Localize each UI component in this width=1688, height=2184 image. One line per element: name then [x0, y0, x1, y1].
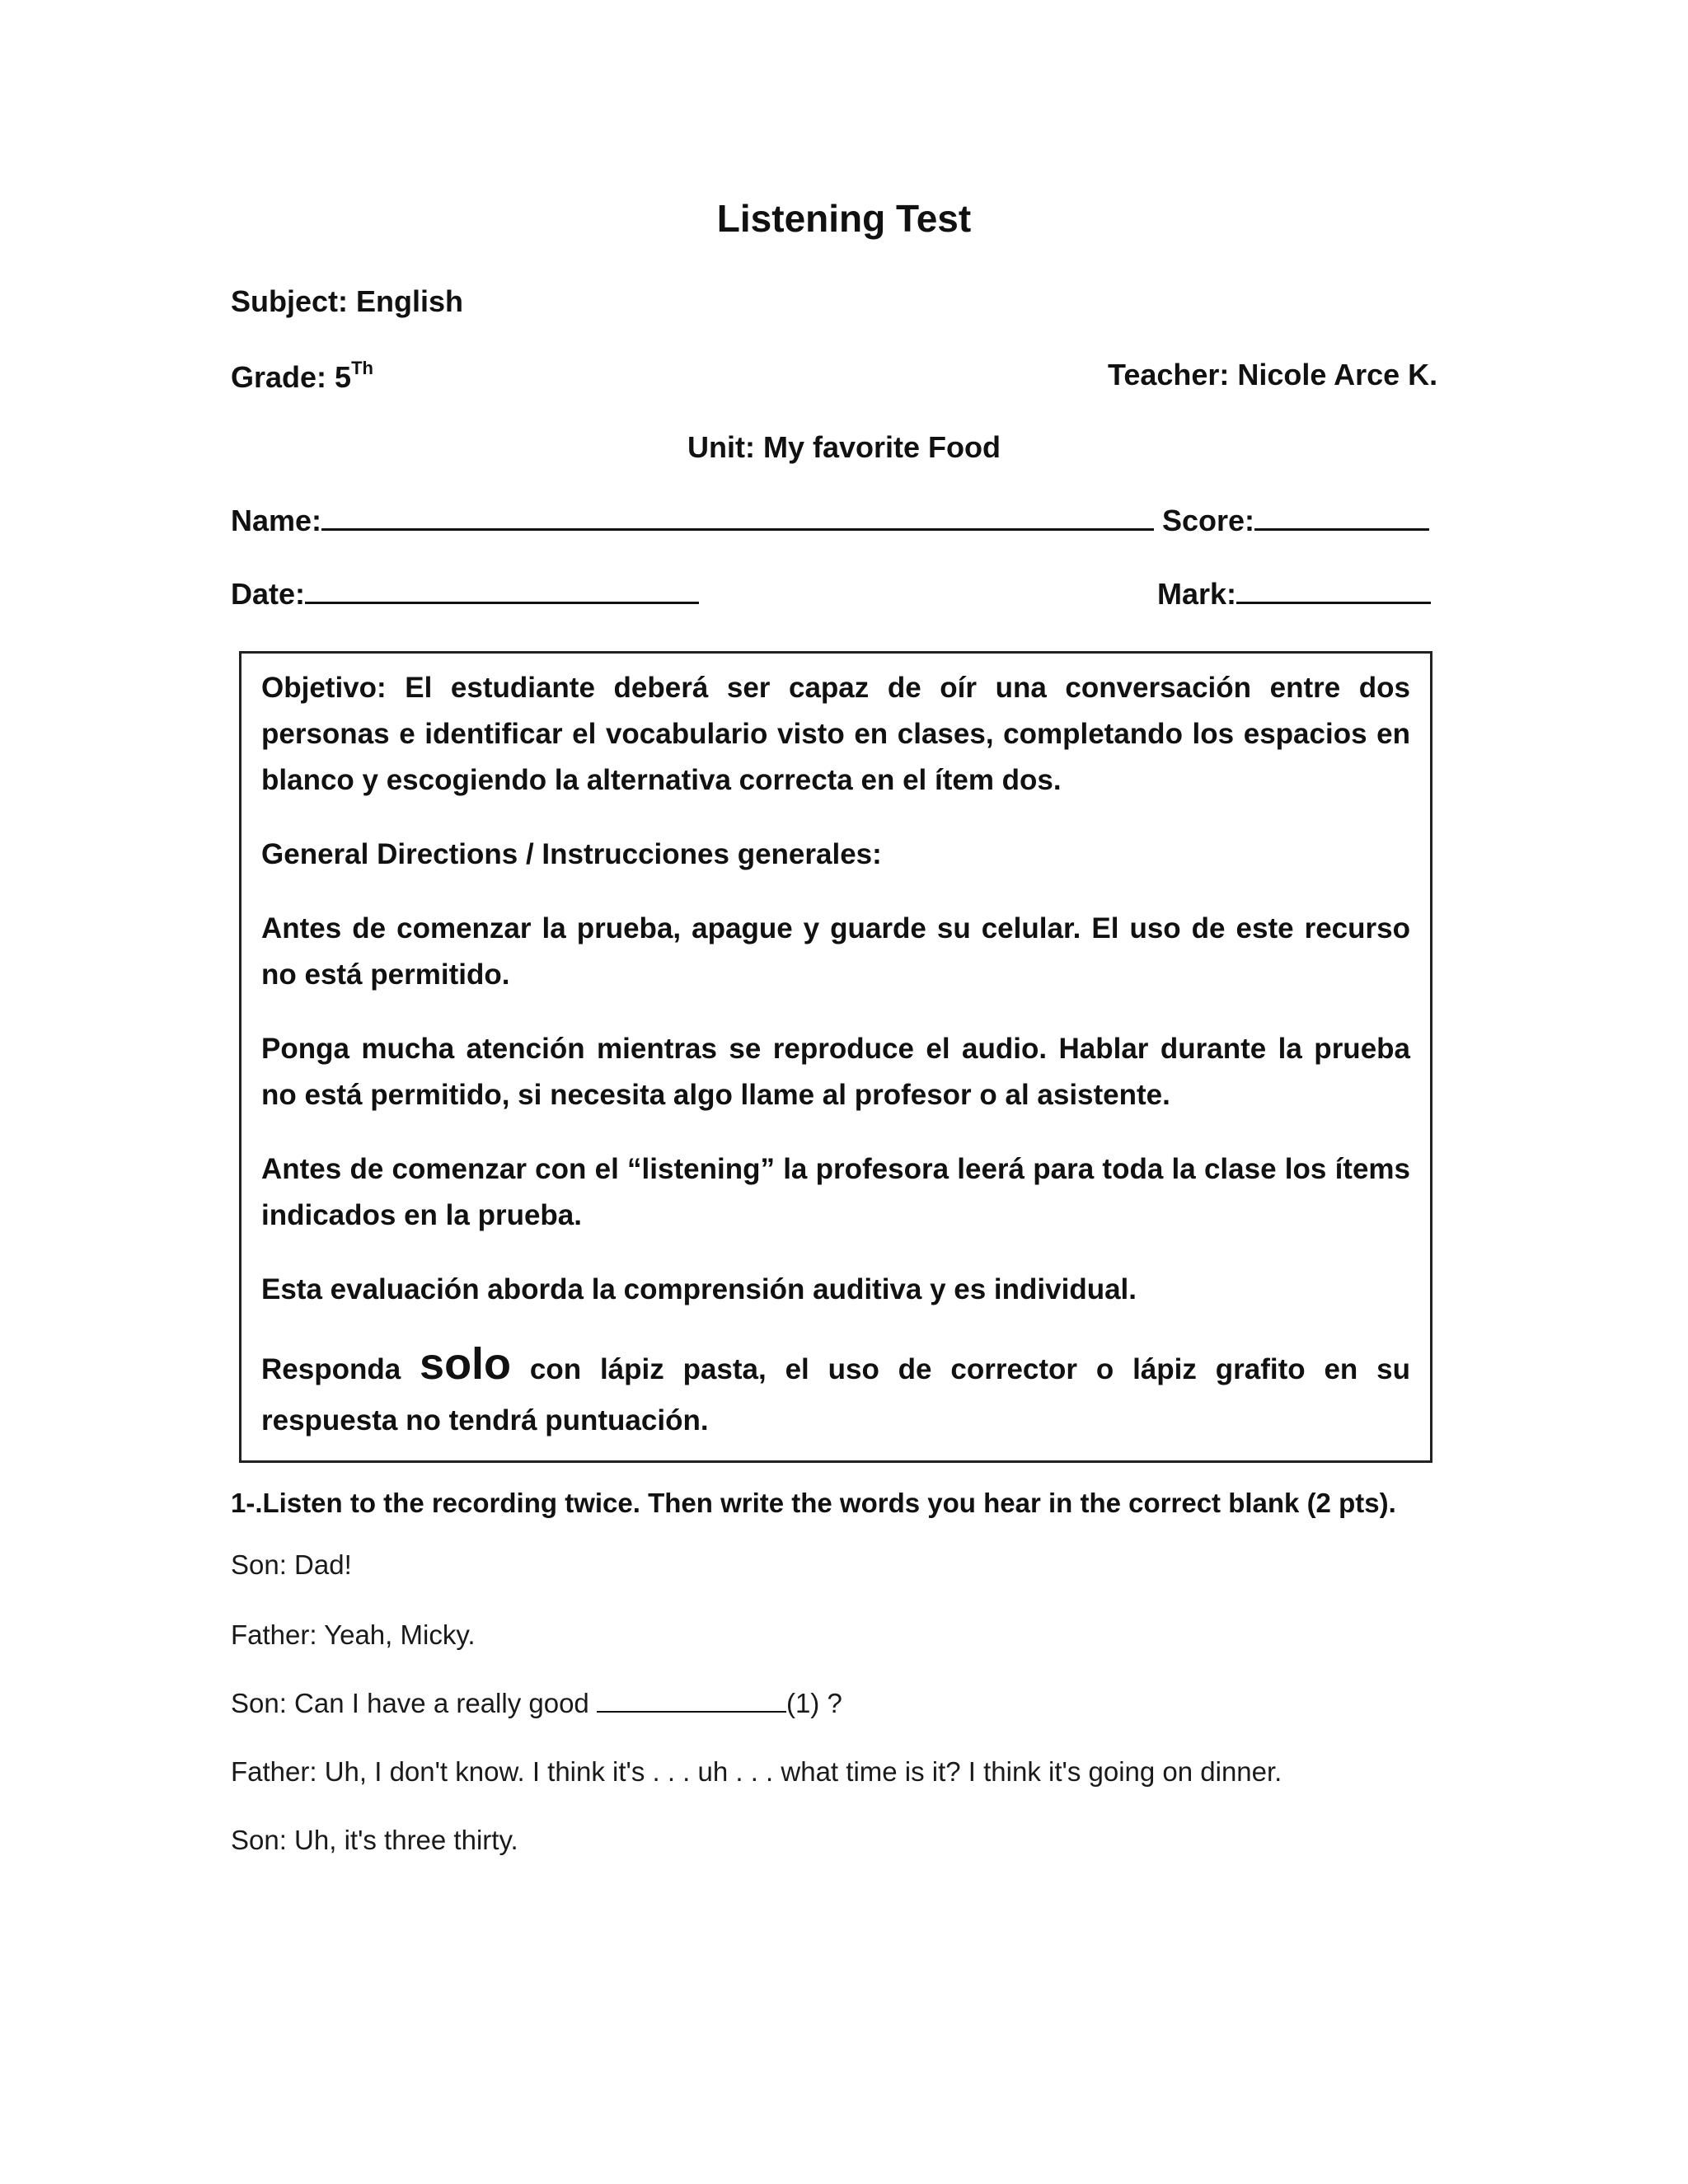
rule-pen-post: con lápiz pasta, el uso de corrector o lápiz grafito en su respuesta no tendrá puntuación. — [261, 1353, 1410, 1436]
name-field[interactable] — [231, 504, 1154, 538]
dialogue-line: Father: Uh, I don't know. I think it's . . . uh . . . what time is it? I think it's going on dinner. — [231, 1756, 1282, 1787]
rule-individual: Esta evaluación aborda la comprensión auditiva y es individual. — [261, 1273, 1137, 1305]
date-blank[interactable] — [305, 577, 699, 604]
dialogue-line: Son: Uh, it's three thirty. — [231, 1825, 518, 1855]
rule-pen — [261, 1339, 1410, 1446]
rule-reading: Antes de comenzar con el “listening” la profesora leerá para toda la clase los ítems indicados en la prueba. — [261, 1153, 1410, 1231]
subject-label: Subject: English — [231, 284, 464, 318]
question-1-heading: 1-.Listen to the recording twice. Then write the words you hear in the correct blank (2 pts). — [231, 1488, 1396, 1518]
dialogue-line: Father: Yeah, Micky. — [231, 1619, 476, 1650]
rule-pen-emphasis: solo — [420, 1339, 512, 1389]
date-label: Date: — [231, 577, 306, 611]
teacher-label: Teacher: Nicole Arce K. — [1108, 358, 1438, 391]
rule-pen-pre: Responda — [261, 1353, 420, 1385]
rule-phone: Antes de comenzar la prueba, apague y guarde su celular. El uso de este recurso no está permitido. — [261, 912, 1410, 991]
dialogue-text: Son: Can I have a really good — [231, 1688, 597, 1718]
unit-label: Unit: My favorite Food — [687, 430, 1001, 464]
mark-field[interactable] — [1157, 577, 1431, 612]
rule-attention: Ponga mucha atención mientras se reproduce el audio. Hablar durante la prueba no está permitido, si necesita algo llame al profesor o al asistente. — [261, 1033, 1410, 1111]
directions-heading: General Directions / Instrucciones generales: — [261, 838, 882, 870]
date-field[interactable] — [231, 577, 699, 612]
objective-text: Objetivo: El estudiante deberá ser capaz de oír una conversación entre dos personas e identificar el vocabulario visto en clases, completando los espacios en blanco y escogiendo la alternativa correcta en el ítem dos. — [261, 672, 1410, 796]
dialogue-line-blank — [231, 1688, 842, 1719]
name-blank[interactable] — [321, 504, 1154, 531]
answer-blank-1[interactable] — [597, 1690, 786, 1713]
score-label: Score: — [1162, 504, 1255, 537]
grade-superscript: Th — [351, 358, 373, 378]
mark-blank[interactable] — [1236, 577, 1431, 604]
instructions-box — [239, 651, 1432, 1463]
grade-label — [231, 358, 373, 395]
dialogue-line: Son: Dad! — [231, 1549, 352, 1580]
grade-text: Grade: 5 — [231, 360, 352, 394]
name-label: Name: — [231, 504, 322, 537]
page-title: Listening Test — [716, 197, 972, 240]
score-field[interactable] — [1162, 504, 1429, 538]
score-blank[interactable] — [1254, 504, 1429, 531]
blank-number: (1) ? — [785, 1688, 842, 1718]
mark-label: Mark: — [1157, 577, 1237, 611]
